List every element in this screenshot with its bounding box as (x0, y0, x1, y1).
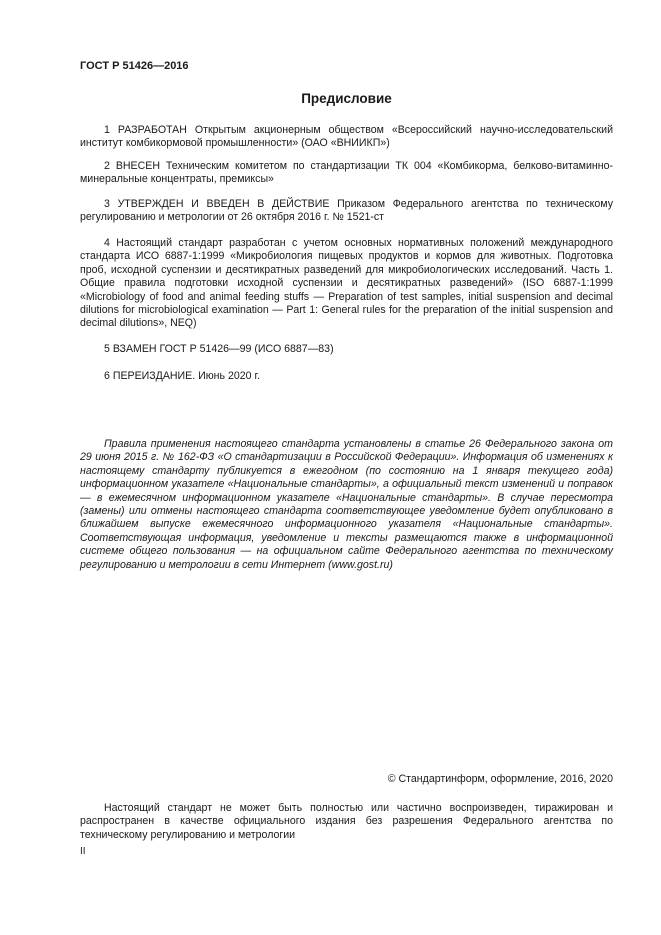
foreword-item-5: 5 ВЗАМЕН ГОСТ Р 51426—99 (ИСО 6887—83) (104, 343, 334, 355)
foreword-item-2: 2 ВНЕСЕН Техническим комитетом по стандартизации ТК 004 «Комбикорма, белково-витаминно-минеральные концентраты, премиксы» (80, 160, 613, 186)
page-number: II (80, 846, 86, 857)
reproduction-restriction: Настоящий стандарт не может быть полностью или частично воспроизведен, тиражирован и распространен в качестве официального издания без разрешения Федерального агентства по техническому регулированию и метрологии (80, 802, 613, 841)
foreword-item-6: 6 ПЕРЕИЗДАНИЕ. Июнь 2020 г. (104, 370, 261, 382)
foreword-item-4: 4 Настоящий стандарт разработан с учетом основных нормативных положений международного стандарта ИСО 6887-1:1999 «Микробиология пищевых продуктов и кормов для животных. Подготовка проб, исходной суспензии и десятикратных разведений для микробиологических исследований. Часть 1. Общие правила подготовки исходной суспензии и десятикратных разведений» (ISO 6887-1:1999 «Microbiology of food and animal feeding stuffs — Preparation of test samples, initial suspension and decimal dilutions for microbiological examination — Part 1: General rules for the preparation of the initial suspension and decimal dilutions», NEQ) (80, 237, 613, 330)
foreword-item-3: 3 УТВЕРЖДЕН И ВВЕДЕН В ДЕЙСТВИЕ Приказом Федерального агентства по техническому регулированию и метрологии от 26 октября 2016 г. № 1521-ст (80, 198, 613, 224)
foreword-item-1: 1 РАЗРАБОТАН Открытым акционерным обществом «Всероссийский научно-исследовательский институт комбикормовой промышленности» (ОАО «ВНИИКП») (80, 124, 613, 150)
page-title: Предисловие (301, 91, 392, 106)
copyright-line: © Стандартинформ, оформление, 2016, 2020 (387, 773, 613, 785)
application-notice: Правила применения настоящего стандарта установлены в статье 26 Федерального закона от 29 июня 2015 г. № 162-ФЗ «О стандартизации в Российской Федерации». Информация об изменениях к настоящему стандарту публикуется в ежегодном (по состоянию на 1 января текущего года) информационном указателе «Национальные стандарты», а официальный текст изменений и поправок — в ежемесячном информационном указателе «Национальные стандарты». В случае пересмотра (замены) или отмены настоящего стандарта соответствующее уведомление будет опубликовано в ближайшем выпуске ежемесячного информационного указателя «Национальные стандарты». Соответствующая информация, уведомление и тексты размещаются также в информационной системе общего пользования — на официальном сайте Федерального агентства по техническому регулированию и метрологии в сети Интернет (www.gost.ru) (80, 438, 613, 571)
document-code: ГОСТ Р 51426—2016 (80, 60, 189, 72)
